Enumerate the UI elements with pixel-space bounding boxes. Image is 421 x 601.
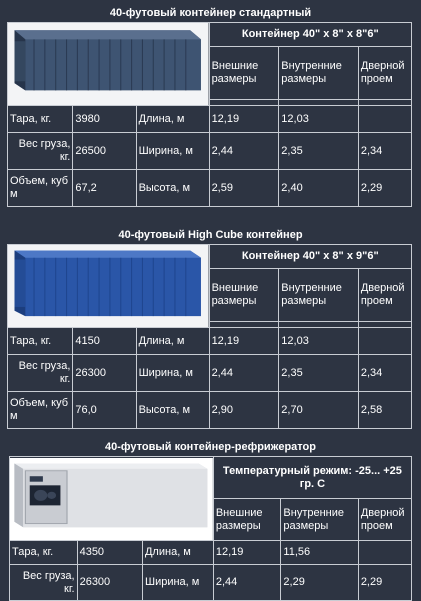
dimension-label: Ширина, м: [136, 355, 209, 392]
door-value: 2,58: [358, 392, 411, 429]
spec-table: [9, 456, 412, 601]
dimension-label: Ширина, м: [136, 133, 209, 170]
internal-value: 2,70: [279, 392, 359, 429]
blue-shipping-container-image: [8, 23, 209, 105]
internal-value: 12,03: [279, 328, 359, 355]
door-value: [358, 106, 411, 133]
temperature-mode-header: Температурный режим: -25... +25 гр. С: [213, 457, 411, 499]
container-image-cell: [10, 457, 214, 541]
dimension-label: Высота, м: [136, 392, 209, 429]
external-value: 2,44: [213, 565, 281, 601]
row-label: Тара, кг.: [10, 541, 78, 565]
row-value: 4150: [73, 328, 136, 355]
container-image-cell: [8, 23, 210, 106]
col-header-door: Дверной проем: [358, 499, 411, 541]
table-row: [8, 170, 412, 207]
row-label: Объем, куб м: [8, 170, 73, 207]
door-value: 2,29: [358, 170, 411, 207]
row-label: Объем, куб м: [8, 392, 73, 429]
col-header-door: Дверной проем: [358, 47, 411, 100]
external-value: 12,19: [209, 328, 279, 355]
internal-value: 2,29: [281, 565, 358, 601]
row-value: 4350: [77, 541, 142, 565]
row-label: Вес груза, кг.: [8, 355, 73, 392]
spec-table: [7, 244, 412, 429]
reefer-container-image: [10, 458, 213, 540]
container-dimensions-header: Контейнер 40" x 8" x 8"6": [209, 23, 411, 47]
dimension-label: Длина, м: [136, 328, 209, 355]
door-value: 2,29: [358, 565, 411, 601]
col-header-external: Внешние размеры: [209, 269, 279, 322]
door-value: [358, 328, 411, 355]
table-row: [10, 565, 412, 601]
container-image-cell: [8, 245, 210, 328]
external-value: 12,19: [209, 106, 279, 133]
row-label: Тара, кг.: [8, 328, 73, 355]
table-row: [8, 106, 412, 133]
external-value: 12,19: [213, 541, 281, 565]
row-value: 26300: [77, 565, 142, 601]
door-value: [358, 541, 411, 565]
dimension-label: Ширина, м: [142, 565, 213, 601]
col-header-internal: Внутренние размеры: [279, 269, 359, 322]
row-label: Тара, кг.: [8, 106, 73, 133]
section-title: 40-футовый контейнер стандартный: [109, 7, 312, 19]
external-value: 2,90: [209, 392, 279, 429]
col-header-external: Внешние размеры: [213, 499, 281, 541]
table-row: [8, 133, 412, 170]
internal-value: 2,35: [279, 133, 359, 170]
table-row: [8, 328, 412, 355]
internal-value: 12,03: [279, 106, 359, 133]
dimension-label: Длина, м: [142, 541, 213, 565]
row-value: 3980: [73, 106, 136, 133]
col-header-internal: Внутренние размеры: [281, 499, 358, 541]
row-value: 26500: [73, 133, 136, 170]
dimension-label: Высота, м: [136, 170, 209, 207]
external-value: 2,44: [209, 355, 279, 392]
section-title: 40-футовый контейнер-рефрижератор: [105, 441, 316, 453]
door-value: 2,34: [358, 355, 411, 392]
table-row: [10, 541, 412, 565]
row-label: Вес груза, кг.: [10, 565, 78, 601]
dimension-label: Длина, м: [136, 106, 209, 133]
container-dimensions-header: Контейнер 40" x 8" x 9"6": [209, 245, 411, 269]
row-label: Вес груза, кг.: [8, 133, 73, 170]
blue-high-cube-container-image: [8, 245, 209, 327]
table-row: [8, 355, 412, 392]
internal-value: 2,40: [279, 170, 359, 207]
row-value: 67,2: [73, 170, 136, 207]
row-value: 26300: [73, 355, 136, 392]
col-header-internal: Внутренние размеры: [279, 47, 359, 100]
col-header-door: Дверной проем: [358, 269, 411, 322]
internal-value: 2,35: [279, 355, 359, 392]
table-row: [8, 392, 412, 429]
external-value: 2,59: [209, 170, 279, 207]
door-value: 2,34: [358, 133, 411, 170]
spec-table: [7, 22, 412, 207]
internal-value: 11,56: [281, 541, 358, 565]
col-header-external: Внешние размеры: [209, 47, 279, 100]
section-title: 40-футовый High Cube контейнер: [118, 229, 303, 241]
row-value: 76,0: [73, 392, 136, 429]
external-value: 2,44: [209, 133, 279, 170]
